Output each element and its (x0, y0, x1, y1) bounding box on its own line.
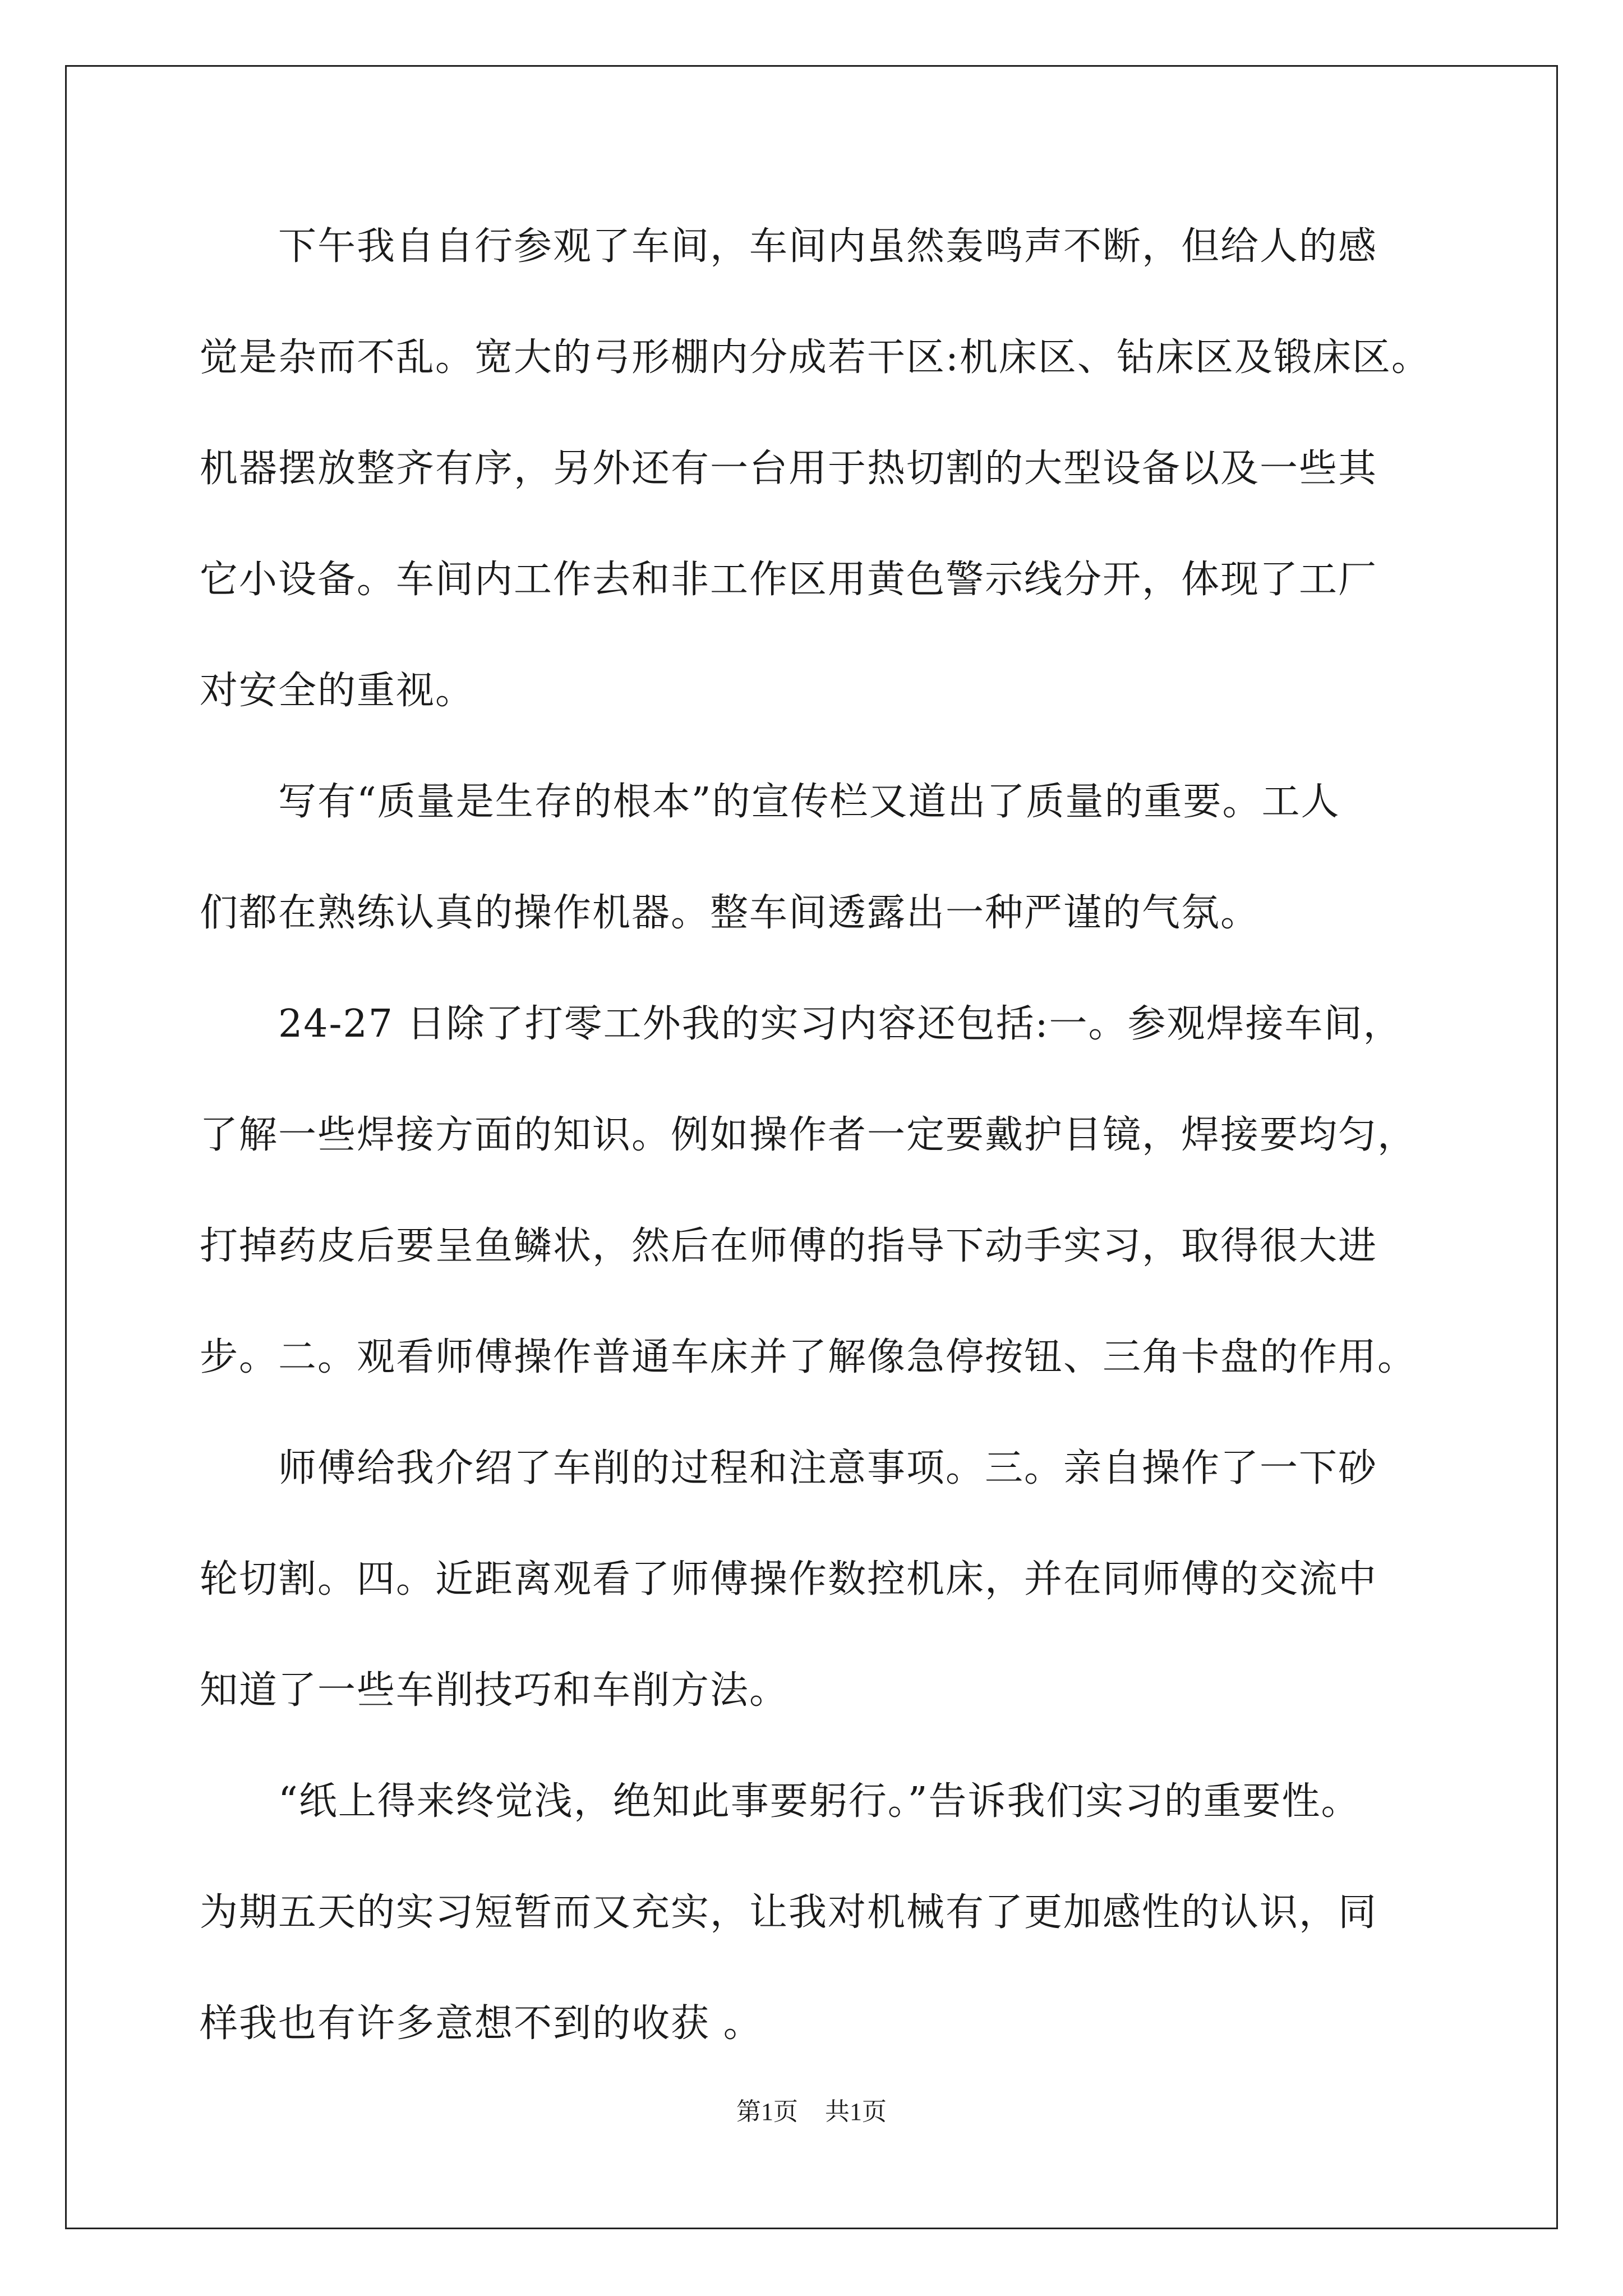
page-total: 共1页 (825, 2098, 887, 2125)
text-line: 样我也有许多意想不到的收获 。 (200, 2001, 763, 2046)
page-footer (0, 2095, 1623, 2129)
document-body (200, 213, 1433, 2101)
text-line: “纸上得来终觉浅，绝知此事要躬行。”告诉我们实习的重要性。 (278, 1779, 1361, 1824)
text-line: 知道了一些车削技巧和车削方法。 (200, 1668, 789, 1713)
text-line: 打掉药皮后要呈鱼鳞状，然后在师傅的指导下动手实习，取得很大进 (200, 1224, 1378, 1268)
text-line: 们都在熟练认真的操作机器。整车间透露出一种严谨的气氛。 (200, 891, 1260, 935)
text-line: 对安全的重视。 (200, 669, 475, 713)
text-line: 为期五天的实习短暂而又充实，让我对机械有了更加感性的认识，同 (200, 1890, 1378, 1935)
text-line: 轮切割。四。近距离观看了师傅操作数控机床，并在同师傅的交流中 (200, 1557, 1378, 1602)
text-line: 24-27 日除了打零工外我的实习内容还包括:一。参观焊接车间， (278, 1002, 1403, 1046)
text-line: 机器摆放整齐有序，另外还有一台用于热切割的大型设备以及一些其 (200, 447, 1378, 491)
text-line: 它小设备。车间内工作去和非工作区用黄色警示线分开，体现了工厂 (200, 558, 1378, 602)
text-line: 步。二。观看师傅操作普通车床并了解像急停按钮、三角卡盘的作用。 (200, 1335, 1417, 1379)
page-number: 第1页 (736, 2098, 798, 2125)
text-line: 师傅给我介绍了车削的过程和注意事项。三。亲自操作了一下砂 (278, 1446, 1378, 1490)
text-line: 觉是杂而不乱。宽大的弓形棚内分成若干区:机床区、钻床区及锻床区。 (200, 335, 1431, 380)
text-line: 下午我自自行参观了车间，车间内虽然轰鸣声不断，但给人的感 (278, 224, 1378, 269)
text-line: 了解一些焊接方面的知识。例如操作者一定要戴护目镜，焊接要均匀， (200, 1113, 1417, 1157)
text-line: 写有“质量是生存的根本”的宣传栏又道出了质量的重要。工人 (278, 780, 1340, 824)
